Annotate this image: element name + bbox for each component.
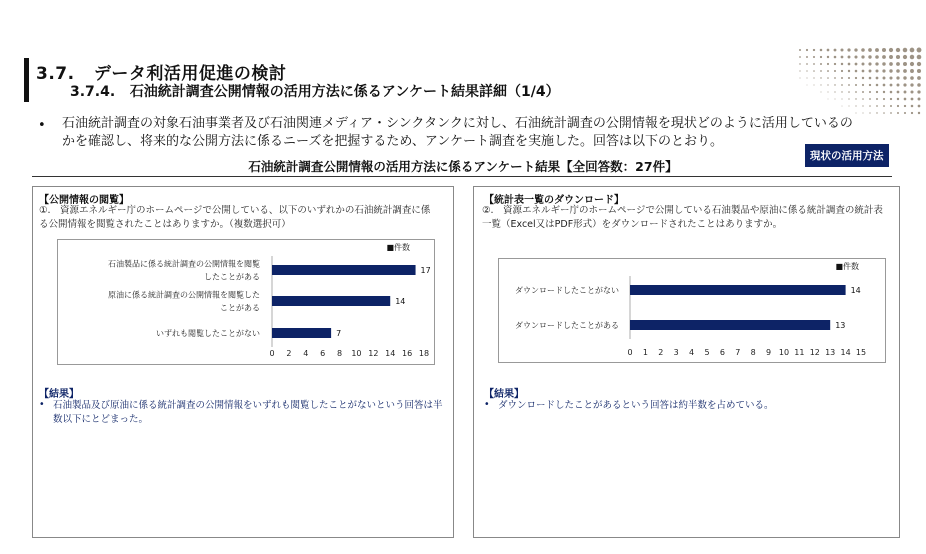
chart-tick-label: 1	[642, 348, 648, 357]
deco-dot	[813, 56, 815, 58]
deco-dot	[847, 48, 850, 51]
deco-dot	[917, 76, 921, 80]
chart-legend: ■件数	[835, 262, 859, 271]
chart-category-label: 石油製品に係る統計調査の公開情報を閲覧	[108, 259, 260, 269]
deco-dot	[911, 105, 914, 108]
deco-dot	[848, 77, 850, 79]
deco-dot	[861, 55, 864, 58]
chart-data-label: 14	[850, 286, 861, 295]
right-result-heading: 【結果】	[484, 389, 524, 400]
deco-dot	[910, 90, 913, 93]
deco-dot	[834, 84, 835, 85]
chart-tick-label: 2	[658, 348, 664, 357]
left-panel-question: ①. 資源エネルギー庁のホームページで公開している、以下のいずれかの石油統計調査に係る公開情報を閲覧されたことはありますか。（複数選択可）	[39, 205, 431, 230]
deco-dot	[896, 83, 899, 86]
deco-dot	[862, 63, 865, 66]
deco-dot	[889, 76, 892, 79]
chart-tick-label: 8	[337, 349, 343, 358]
deco-dot	[868, 48, 872, 52]
deco-dot	[896, 48, 900, 52]
deco-dot	[862, 84, 864, 86]
deco-dot	[827, 77, 829, 79]
deco-dot	[882, 69, 885, 72]
deco-dot	[917, 55, 922, 60]
deco-dot	[875, 69, 878, 72]
deco-dot	[903, 62, 907, 66]
deco-dot	[869, 105, 871, 107]
deco-dot	[827, 70, 829, 72]
deco-dot	[889, 48, 893, 52]
intro-bullet: •	[38, 118, 46, 133]
chart-tick-label: 10	[778, 348, 790, 357]
deco-dot	[903, 83, 906, 86]
deco-dot	[904, 91, 907, 94]
deco-dot	[876, 105, 878, 107]
chart-tick-label: 14	[385, 349, 396, 358]
deco-dot	[841, 70, 843, 72]
deco-dot	[841, 63, 843, 65]
deco-dot	[903, 76, 906, 79]
subsection-title-text: 石油統計調査公開情報の活用方法に係るアンケート結果詳細（1/4）	[129, 84, 560, 100]
left-result-text: 石油製品及び原油に係る統計調査の公開情報をいずれも閲覧したことがないという回答は半数以下にとどまった。	[53, 400, 443, 425]
deco-dot	[910, 69, 914, 73]
right-result-bullet: •	[484, 399, 490, 410]
deco-dot	[889, 69, 892, 72]
deco-dot	[903, 48, 908, 53]
dot-pattern-decoration	[796, 46, 926, 126]
deco-dot	[897, 98, 899, 100]
chart-category-label: したことがある	[204, 272, 260, 282]
deco-dot	[855, 63, 858, 66]
deco-dot	[834, 56, 837, 59]
deco-dot	[828, 99, 829, 100]
deco-dot	[883, 91, 885, 93]
deco-dot	[890, 98, 892, 100]
deco-dot	[855, 98, 856, 99]
deco-dot	[868, 55, 871, 58]
deco-dot	[820, 63, 822, 65]
chart-tick-label: 12	[368, 349, 379, 358]
deco-dot	[854, 48, 857, 51]
deco-dot	[876, 84, 879, 87]
deco-dot	[834, 91, 835, 92]
deco-dot	[897, 105, 899, 107]
deco-dot	[848, 56, 851, 59]
deco-dot	[875, 62, 878, 65]
deco-dot	[834, 49, 837, 52]
chart-data-label: 7	[336, 329, 342, 338]
deco-dot	[848, 105, 849, 106]
chart-bar	[272, 328, 331, 338]
chart-tick-label: 4	[303, 349, 309, 358]
chart-tick-label: 11	[794, 348, 805, 357]
deco-dot	[806, 63, 808, 65]
section-title-text: データ利活用促進の検討	[93, 64, 287, 84]
deco-dot	[820, 70, 822, 72]
deco-dot	[896, 69, 900, 73]
deco-dot	[917, 62, 921, 66]
deco-dot	[876, 98, 878, 100]
chart-tick-label: 15	[855, 348, 867, 357]
deco-dot	[897, 91, 900, 94]
deco-dot	[882, 48, 886, 52]
deco-dot	[896, 76, 899, 79]
deco-dot	[827, 84, 828, 85]
deco-dot	[813, 49, 815, 51]
deco-dot	[882, 55, 886, 59]
chart-data-label: 14	[395, 297, 406, 306]
deco-dot	[855, 91, 857, 93]
chart-tick-label: 13	[825, 348, 836, 357]
deco-dot	[917, 90, 920, 93]
deco-dot	[821, 92, 822, 93]
chart-data-label: 17	[420, 266, 431, 275]
chart-category-label: ことがある	[220, 303, 260, 313]
chart-tick-label: 8	[750, 348, 756, 357]
deco-dot	[869, 91, 871, 93]
deco-dot	[890, 112, 892, 114]
deco-dot	[862, 70, 865, 73]
chart-tick-label: 0	[627, 348, 633, 357]
deco-dot	[827, 56, 829, 58]
deco-dot	[841, 91, 842, 92]
deco-dot	[869, 70, 872, 73]
deco-dot	[834, 70, 836, 72]
deco-dot	[917, 83, 921, 87]
deco-dot	[890, 105, 892, 107]
section-accent-bar	[24, 58, 29, 102]
deco-dot	[862, 91, 864, 93]
deco-dot	[806, 77, 807, 78]
chart-tick-label: 2	[286, 349, 292, 358]
chart-bar	[272, 265, 416, 275]
deco-dot	[862, 98, 864, 100]
deco-dot	[854, 55, 857, 58]
deco-dot	[848, 63, 851, 66]
deco-dot	[841, 84, 843, 86]
survey-title: 石油統計調査公開情報の活用方法に係るアンケート結果【全回答数：27件】	[248, 159, 678, 174]
chart-tick-label: 18	[418, 349, 430, 358]
deco-dot	[876, 77, 879, 80]
deco-dot	[848, 98, 849, 99]
deco-dot	[827, 91, 828, 92]
chart-tick-label: 12	[809, 348, 820, 357]
right-panel	[473, 186, 900, 538]
deco-dot	[875, 55, 879, 59]
deco-dot	[890, 91, 893, 94]
deco-dot	[827, 49, 830, 52]
deco-dot	[799, 56, 801, 58]
deco-dot	[841, 77, 843, 79]
deco-dot	[904, 98, 907, 101]
deco-dot	[806, 56, 808, 58]
right-chart-box	[498, 258, 886, 363]
deco-dot	[889, 55, 893, 59]
chart-tick-label: 4	[689, 348, 695, 357]
chart-tick-label: 16	[402, 349, 413, 358]
deco-dot	[883, 84, 886, 87]
deco-dot	[855, 105, 856, 106]
deco-dot	[868, 62, 871, 65]
deco-dot	[834, 63, 836, 65]
deco-dot	[918, 105, 921, 108]
subsection-title	[70, 81, 560, 101]
deco-dot	[820, 56, 822, 58]
right-result-text: ダウンロードしたことがあるという回答は約半数を占めている。	[498, 400, 774, 411]
status-tag: 現状の活用方法	[805, 144, 889, 167]
deco-dot	[814, 85, 815, 86]
deco-dot	[862, 105, 863, 106]
deco-dot	[903, 55, 907, 59]
subsection-number: 3.7.4.	[70, 84, 116, 100]
chart-tick-label: 6	[320, 349, 326, 358]
chart-bar	[630, 320, 830, 330]
deco-dot	[841, 56, 844, 59]
deco-dot	[869, 112, 870, 113]
deco-dot	[856, 113, 857, 114]
chart-bar	[630, 285, 846, 295]
deco-dot	[910, 76, 914, 80]
deco-dot	[813, 70, 815, 72]
deco-dot	[820, 49, 823, 52]
deco-dot	[841, 98, 842, 99]
left-panel-heading: 【公開情報の閲覧】	[39, 195, 129, 206]
deco-dot	[848, 91, 850, 93]
deco-dot	[855, 84, 857, 86]
deco-dot	[835, 99, 836, 100]
deco-dot	[883, 112, 885, 114]
left-bar-chart	[58, 240, 434, 364]
intro-text: 石油統計調査の対象石油事業者及び石油関連メディア・シンクタンクに対し、石油統計調査の公開情報を現状どのように活用しているのかを確認し、将来的な公開方法に係るニーズを把握するため、アンケート調査を実施した。回答は以下のとおり。	[62, 116, 853, 149]
deco-dot	[855, 77, 857, 79]
deco-dot	[910, 83, 913, 86]
chart-tick-label: 5	[704, 348, 710, 357]
deco-dot	[862, 77, 864, 79]
deco-dot	[896, 55, 900, 59]
deco-dot	[883, 105, 885, 107]
deco-dot	[904, 112, 906, 114]
right-panel-heading: 【統計表一覧のダウンロード】	[484, 195, 624, 206]
chart-bar	[272, 296, 390, 306]
deco-dot	[918, 112, 920, 114]
chart-tick-label: 7	[735, 348, 741, 357]
chart-tick-label: 0	[269, 349, 275, 358]
deco-dot	[842, 106, 843, 107]
deco-dot	[807, 85, 808, 86]
left-result-heading: 【結果】	[39, 389, 79, 400]
chart-tick-label: 3	[673, 348, 679, 357]
deco-dot	[911, 98, 914, 101]
deco-dot	[827, 63, 829, 65]
chart-category-label: 原油に係る統計調査の公開情報を閲覧した	[108, 290, 260, 300]
deco-dot	[889, 62, 893, 66]
deco-dot	[896, 62, 900, 66]
deco-dot	[799, 70, 800, 71]
deco-dot	[806, 49, 808, 51]
deco-dot	[799, 49, 801, 51]
deco-dot	[806, 70, 807, 71]
deco-dot	[813, 77, 814, 78]
deco-dot	[800, 78, 801, 79]
chart-data-label: 13	[835, 321, 846, 330]
deco-dot	[910, 55, 914, 59]
deco-dot	[875, 48, 879, 52]
deco-dot	[890, 84, 893, 87]
deco-dot	[904, 105, 906, 107]
left-chart-box	[57, 239, 435, 365]
deco-dot	[820, 84, 821, 85]
deco-dot	[918, 98, 921, 101]
deco-dot	[840, 48, 843, 51]
chart-tick-label: 9	[766, 348, 772, 357]
right-bar-chart	[499, 259, 885, 362]
deco-dot	[813, 63, 815, 65]
chart-tick-label: 10	[351, 349, 362, 358]
right-panel-question: ②. 資源エネルギー庁のホームページで公開している石油製品や原油に係る統計調査の統計表一覧（Excel又はPDF形式）をダウンロードされたことはありますか。	[482, 205, 883, 230]
chart-category-label: ダウンロードしたことがない	[515, 286, 619, 295]
chart-legend: ■件数	[386, 243, 410, 252]
chart-category-label: ダウンロードしたことがある	[515, 321, 619, 330]
chart-tick-label: 6	[719, 348, 725, 357]
deco-dot	[910, 48, 915, 53]
left-result-bullet: •	[39, 399, 45, 410]
deco-dot	[820, 77, 821, 78]
deco-dot	[834, 77, 836, 79]
deco-dot	[799, 63, 800, 64]
deco-dot	[869, 84, 871, 86]
left-panel	[32, 186, 454, 538]
deco-dot	[869, 98, 871, 100]
chart-category-label: いずれも閲覧したことがない	[156, 329, 260, 338]
deco-dot	[897, 112, 899, 114]
deco-dot	[876, 112, 877, 113]
survey-title-underline	[32, 176, 892, 177]
deco-dot	[883, 98, 885, 100]
deco-dot	[861, 48, 865, 52]
deco-dot	[876, 91, 878, 93]
deco-dot	[917, 48, 922, 53]
deco-dot	[869, 77, 872, 80]
deco-dot	[848, 70, 850, 72]
deco-dot	[855, 70, 858, 73]
deco-dot	[883, 77, 886, 80]
deco-dot	[911, 112, 913, 114]
deco-dot	[848, 84, 850, 86]
deco-dot	[862, 112, 863, 113]
chart-tick-label: 14	[840, 348, 851, 357]
deco-dot	[882, 62, 885, 65]
section-number: 3.7.	[36, 64, 75, 84]
deco-dot	[910, 62, 914, 66]
deco-dot	[903, 69, 907, 73]
deco-dot	[917, 69, 921, 73]
